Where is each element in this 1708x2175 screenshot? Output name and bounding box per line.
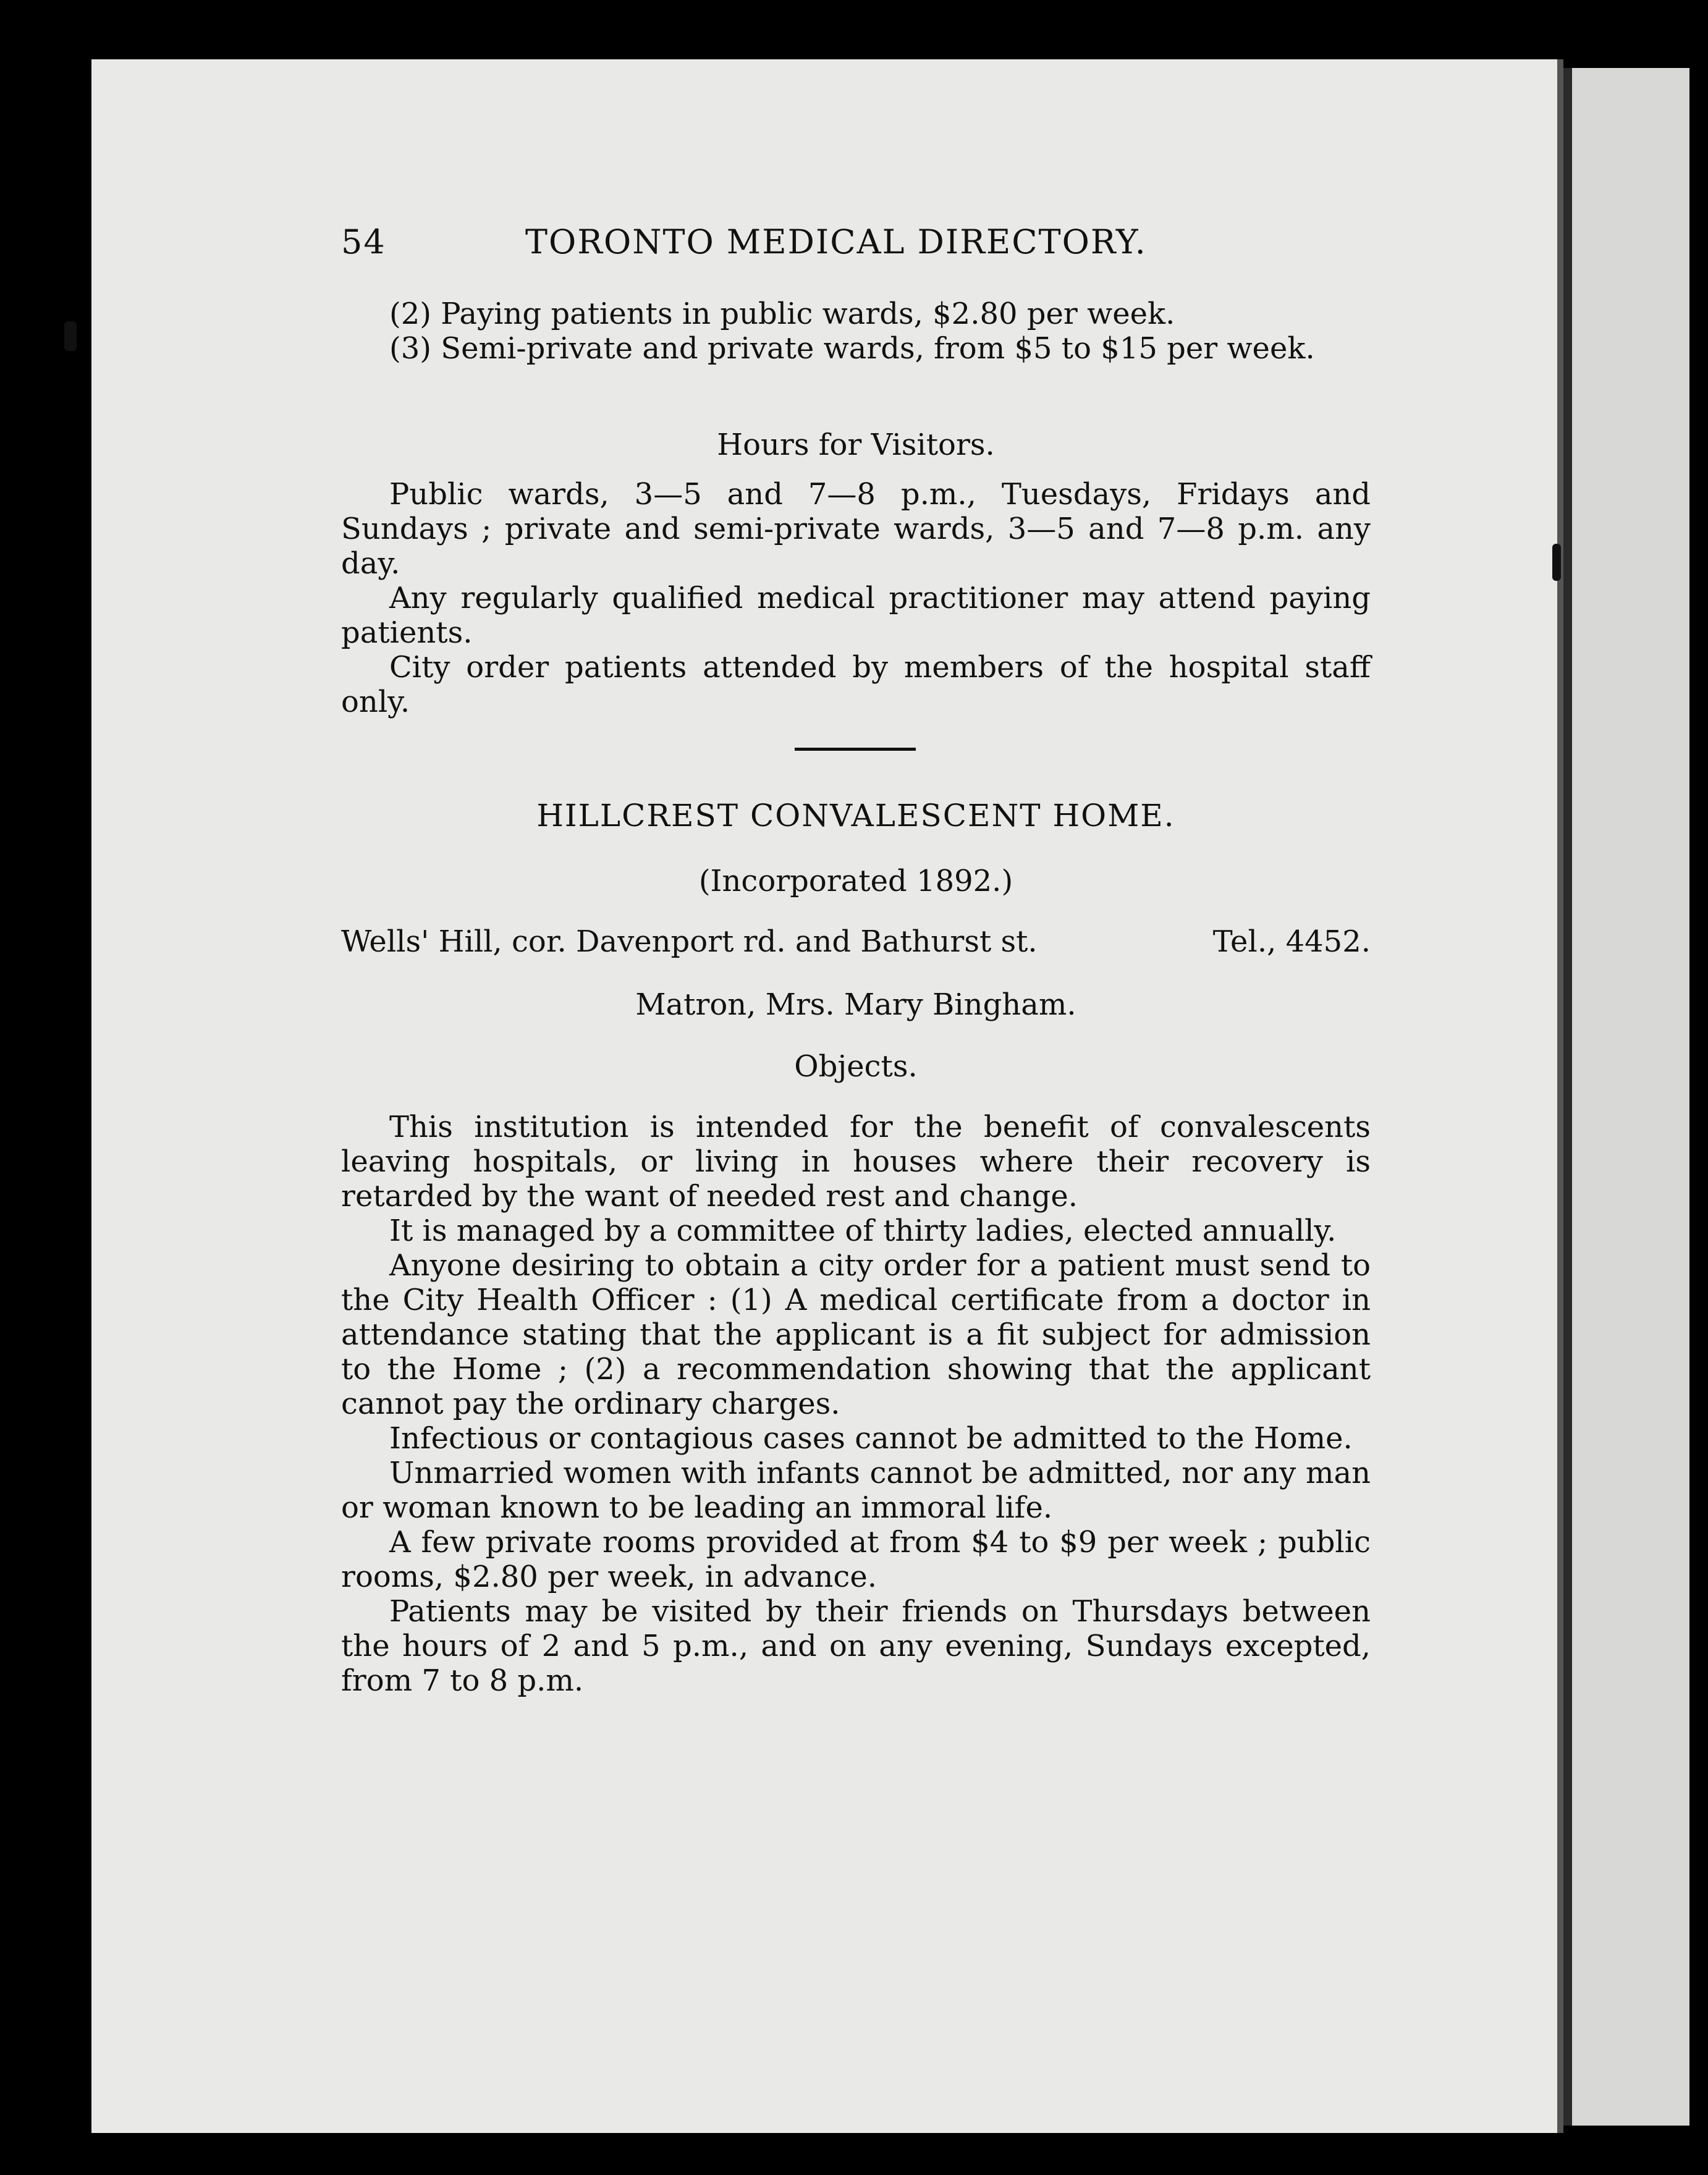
objects-paragraph: Unmarried women with infants cannot be admitted, nor any man or woman known to be leading an immoral life. — [341, 1456, 1371, 1525]
matron-line: Matron, Mrs. Mary Bingham. — [635, 987, 1076, 1022]
adjacent-page-edge — [1563, 68, 1689, 2126]
visitors-body — [341, 477, 1371, 719]
rates-block — [341, 297, 1371, 366]
left-edge-mark — [64, 321, 77, 351]
objects-paragraph: A few private rooms provided at from $4 to $9 per week ; public rooms, $2.80 per week, in advance. — [341, 1525, 1371, 1594]
visitors-paragraph-1: Public wards, 3—5 and 7—8 p.m., Tuesdays, Fridays and Sundays ; private and semi-private wards, 3—5 and 7—8 p.m. any day. — [341, 477, 1371, 581]
visitors-section — [341, 428, 1371, 462]
hillcrest-title: HILLCREST CONVALESCENT HOME. — [536, 798, 1175, 834]
section-divider — [795, 748, 916, 751]
visitors-paragraph-2: Any regularly qualified medical practitioner may attend paying patients. — [341, 581, 1371, 650]
objects-paragraph: It is managed by a committee of thirty ladies, elected annually. — [389, 1214, 1337, 1248]
visitors-heading: Hours for Visitors. — [717, 428, 995, 462]
incorporated-line: (Incorporated 1892.) — [698, 864, 1013, 898]
objects-paragraph: Anyone desiring to obtain a city order for a patient must send to the City Health Officer : (1) A medical certificate from a doctor in attendance stating that the applicant is a fit subject for admission to the Home ; (2) a recommendation showing that the applicant cannot pay the ordinary charges. — [341, 1248, 1371, 1421]
page-number: 54 — [341, 222, 386, 261]
hillcrest-title-block — [341, 798, 1371, 833]
rate-line-3: (3) Semi-private and private wards, from $5 to $15 per week. — [389, 331, 1315, 366]
incorporated-block — [341, 864, 1371, 898]
address-text: Wells' Hill, cor. Davenport rd. and Bathurst st. — [341, 924, 1038, 959]
right-edge-mark — [1552, 544, 1561, 581]
book-page — [91, 59, 1563, 2133]
matron-block — [341, 987, 1371, 1022]
objects-heading: Objects. — [794, 1049, 918, 1084]
address-line — [341, 924, 1371, 959]
running-title: TORONTO MEDICAL DIRECTORY. — [525, 222, 1147, 261]
objects-body — [341, 1110, 1371, 1698]
objects-paragraph: This institution is intended for the benefit of convalescents leaving hospitals, or living in houses where their recovery is retarded by the want of needed rest and change. — [341, 1110, 1371, 1214]
objects-paragraph: Infectious or contagious cases cannot be admitted to the Home. — [389, 1421, 1353, 1456]
visitors-paragraph-3: City order patients attended by members of the hospital staff only. — [341, 650, 1371, 719]
rate-line-2: (2) Paying patients in public wards, $2.80 per week. — [389, 297, 1175, 331]
objects-heading-block — [341, 1049, 1371, 1084]
telephone-number: Tel., 4452. — [1212, 924, 1371, 959]
objects-paragraph: Patients may be visited by their friends on Thursdays between the hours of 2 and 5 p.m., and on any evening, Sundays excepted, from 7 to 8 p.m. — [341, 1594, 1371, 1698]
